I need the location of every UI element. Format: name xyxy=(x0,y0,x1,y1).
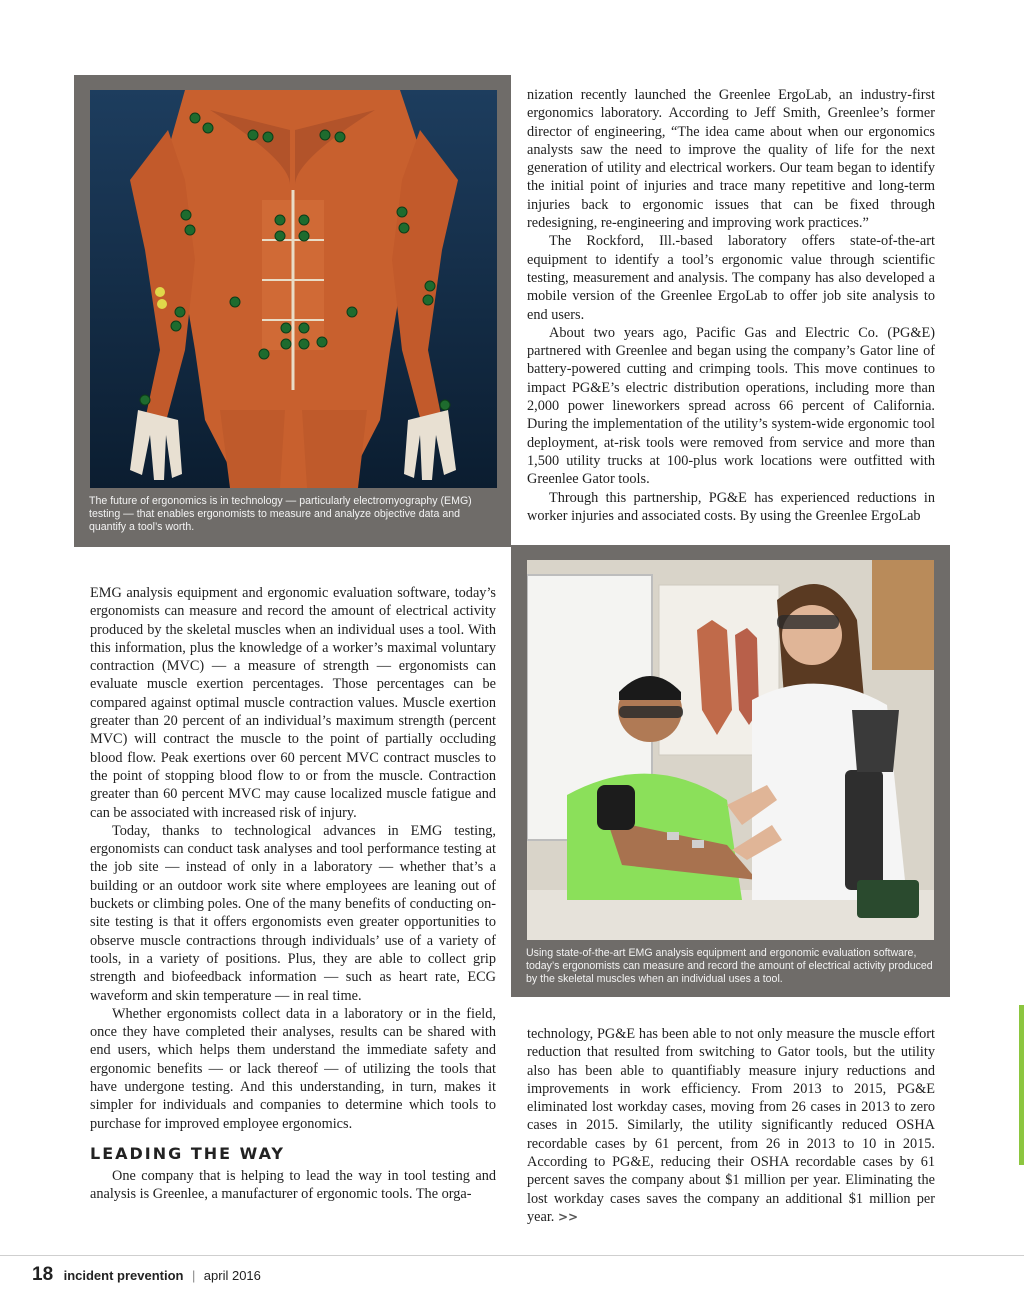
page-edge-accent xyxy=(1019,1005,1024,1165)
footer-separator: | xyxy=(191,1268,196,1283)
emg-testing-illustration xyxy=(527,560,934,940)
continue-arrow-icon: >> xyxy=(557,1209,579,1224)
figure-2-caption: Using state-of-the-art EMG analysis equipment and ergonomic evaluation software, today’s ergonomists can measure and record the amount of electrical activity produced by the skeletal muscles when an individual uses a tool. xyxy=(526,947,933,985)
paragraph: Whether ergonomists collect data in a laboratory or in the field, once they have completed their analyses, results can be shared with end users, which helps them understand the immediate safety and ergonomic benefits — or lack thereof — of utilizing the tools that have undergone testing. And this understanding, in turn, makes it simpler for individuals and companies to determine which tools to purchase for improved employee ergonomics. xyxy=(90,1005,496,1132)
anatomy-illustration xyxy=(90,90,497,488)
paragraph: About two years ago, Pacific Gas and Electric Co. (PG&E) partnered with Greenlee and began using the company’s Gator line of battery-powered cutting and crimping tools. This move continues to impact PG&E’s electric distribution operations, including more than 2,000 power lineworkers spread across 66 percent of California. During the implementation of the utility’s system-wide ergonomic tool deployment, at-risk tools were removed from service and more than 1,500 utility trucks at 100-plus work locations were outfitted with Greenlee Gator tools. xyxy=(527,324,935,488)
emg-testing-photo xyxy=(527,560,934,940)
paragraph xyxy=(527,1025,935,1226)
paragraph: nization recently launched the Greenlee ErgoLab, an industry-first ergonomics laboratory. According to Jeff Smith, Greenlee’s former director of engineering, “The idea came about when our ergonomics analysts saw the need to improve the quality of life for the next generation of utility and electrical workers. Our team began to identify the initial point of injuries and trace many repetitive and long-term injuries back to ergonomic issues that can be fixed through redesigning, re-engineering and improving work practices.” xyxy=(527,87,935,232)
publication-name: incident prevention xyxy=(63,1268,184,1283)
article-column-top-right xyxy=(527,86,935,525)
paragraph: EMG analysis equipment and ergonomic evaluation software, today’s ergonomists can measure and record the amount of electrical activity produced by the skeletal muscles when an individual uses a tool. With this information, plus the knowledge of a worker’s maximal voluntary contraction (MVC) — a measure of strength — ergonomists can evaluate muscle exertion percentages. Those percentages can be compared against optimal muscle contraction values. Muscle exertion greater than 20 percent of an individual’s maximum strength (percent MVC) will contract the muscle to the point of partially occluding blood flow. Peak exertions over 60 percent MVC contract muscles to the point of stopping blood flow to or from the muscle. Contraction greater than 60 percent MVC may cause localized muscle fatigue and can be associated with increased risk of injury. xyxy=(90,585,496,821)
page-number: 18 xyxy=(32,1264,54,1285)
article-column-bottom-left xyxy=(90,584,496,1204)
paragraph-text: technology, PG&E has been able to not only measure the muscle effort reduction that resulted from switching to Gator tools, but the utility also has been able to quantifiably measure injury reductions and improvements in work efficiency. From 2013 to 2015, PG&E eliminated lost workday cases, moving from 26 cases in 2013 to zero cases in 2015. Similarly, the utility significantly reduced OSHA recordable cases by 61 percent, from 26 in 2013 to 10 in 2015. According to PG&E, reducing their OSHA recordable cases by 61 percent saves the company about $1 million per year. Eliminating the lost workday cases saves the company an additional $1 million per year. xyxy=(527,1026,935,1225)
section-heading: LEADING THE WAY xyxy=(90,1143,286,1163)
emg-anatomy-image xyxy=(90,90,497,488)
figure-1-caption: The future of ergonomics is in technology — particularly electromyography (EMG) testing — that enables ergonomists to measure and analyze objective data and quantify a tool’s worth. xyxy=(89,495,472,533)
paragraph: The Rockford, Ill.-based laboratory offers state-of-the-art equipment to identify a tool’s ergonomic value through scientific testing, measurement and analysis. The company has also developed a mobile version of the Greenlee ErgoLab to offer job site analysis to end users. xyxy=(527,233,935,323)
article-column-bottom-right xyxy=(527,1025,935,1226)
footer-divider xyxy=(0,1255,1024,1256)
paragraph: One company that is helping to lead the way in tool testing and analysis is Greenlee, a manufacturer of ergonomic tools. The orga- xyxy=(90,1167,496,1203)
issue-date: april 2016 xyxy=(203,1268,261,1283)
paragraph: Today, thanks to technological advances in EMG testing, ergonomists can conduct task analyses and tool performance testing at the job site — instead of only in a laboratory — whether that’s a building or an outdoor work site where employees are leaning out of buckets or climbing poles. One of the many benefits of conducting on-site testing is that it offers ergonomists even greater opportunities to observe muscle contractions through individuals’ use of a variety of tools, in a variety of positions. Plus, they are able to collect grip strength and biofeedback information — such as heart rate, ECG waveform and skin temperature — in real time. xyxy=(90,822,496,1004)
paragraph: Through this partnership, PG&E has experienced reductions in worker injuries and associated costs. By using the Greenlee ErgoLab xyxy=(527,489,935,524)
page-footer xyxy=(32,1264,261,1286)
